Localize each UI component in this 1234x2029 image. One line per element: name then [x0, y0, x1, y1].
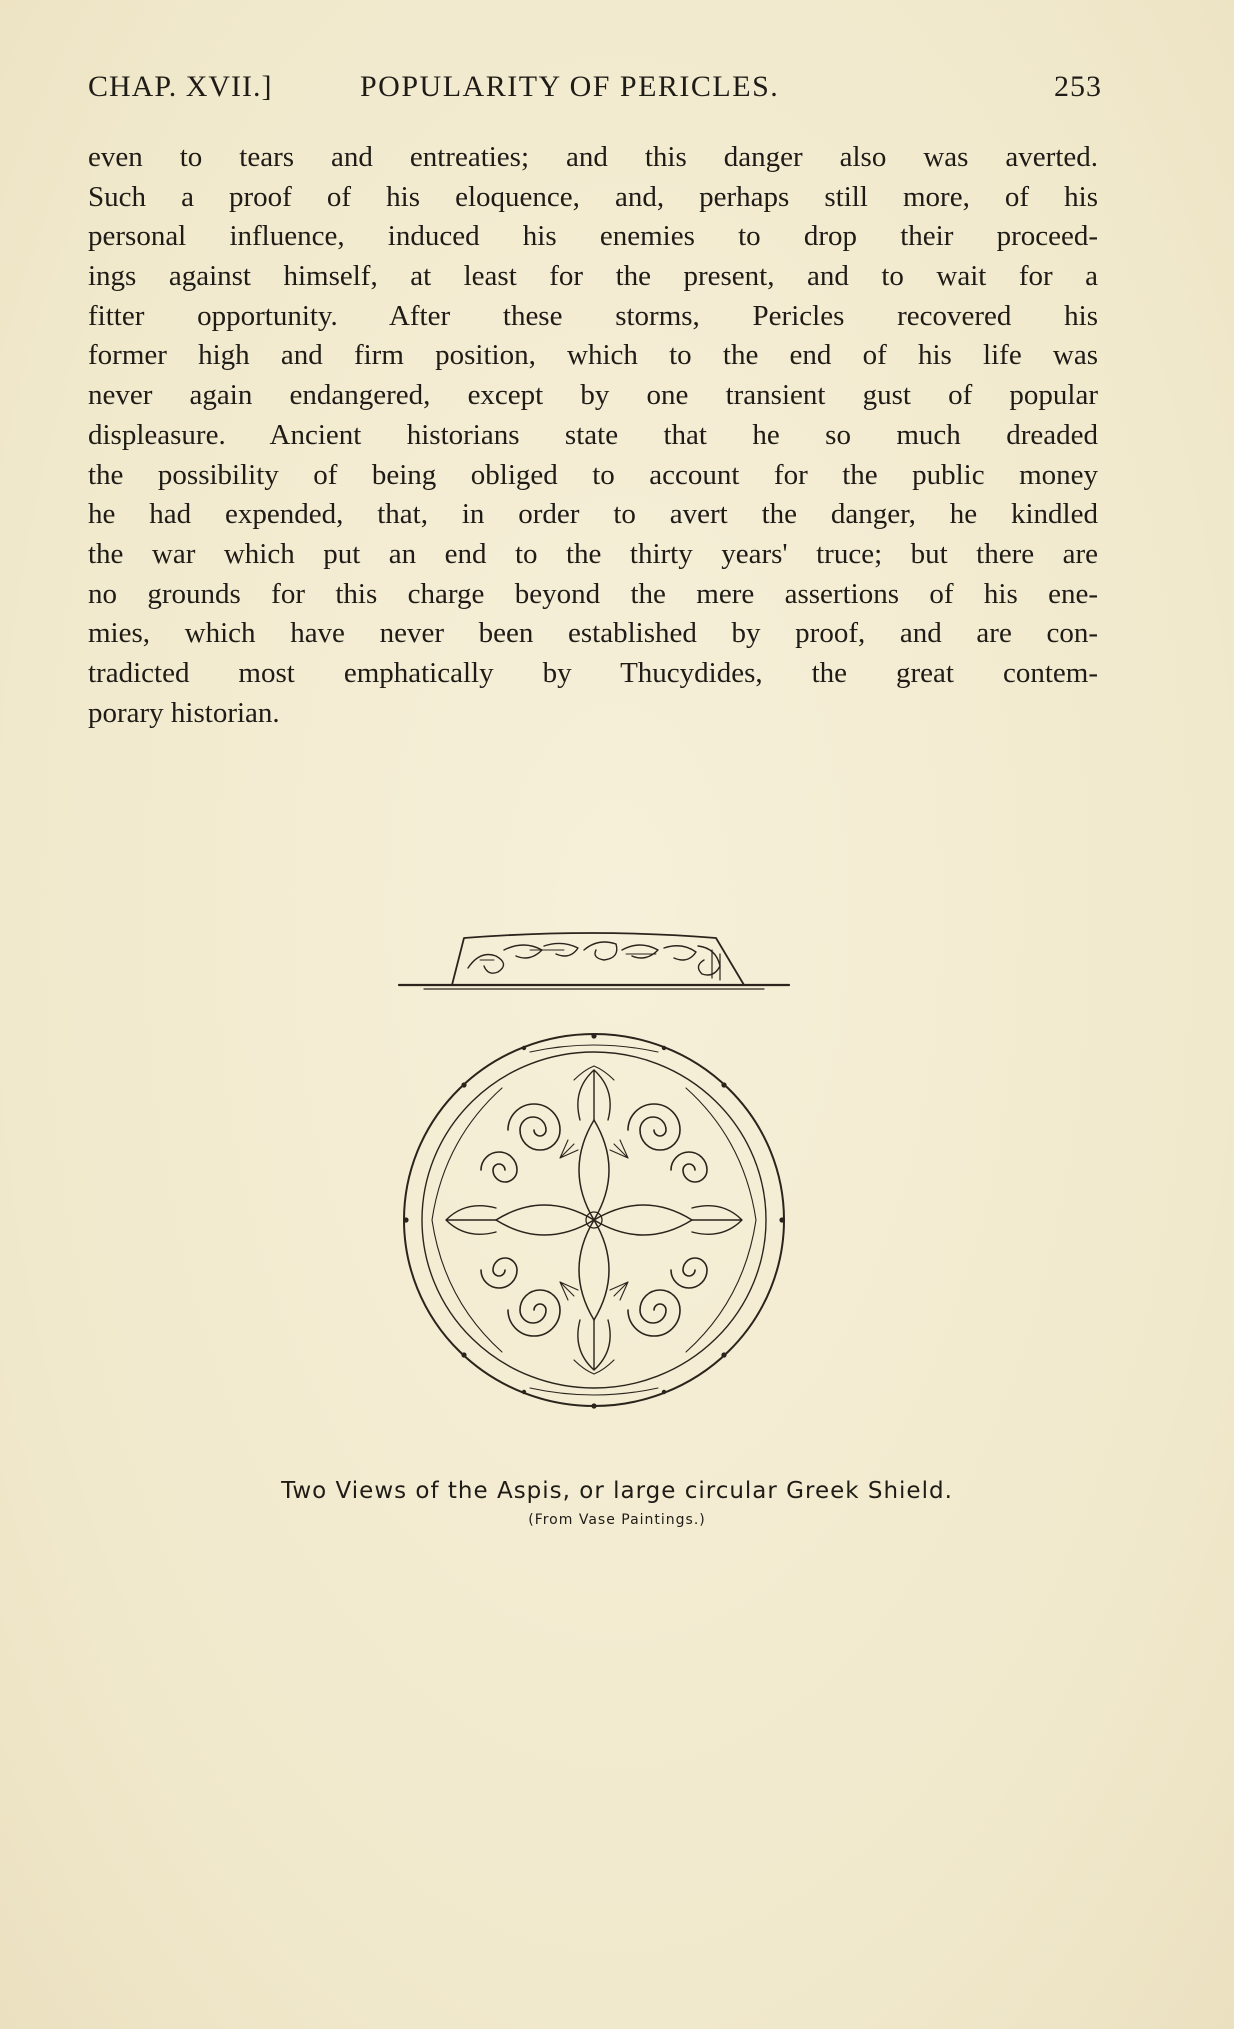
figure-caption: Two Views of the Aspis, or large circular Greek Shield. — [281, 1478, 953, 1504]
text-line: no grounds for this charge beyond the mere assertions of his ene- — [88, 577, 1098, 610]
figure-source-note: (From Vase Paintings.) — [528, 1512, 706, 1528]
chapter-label: CHAP. XVII.] — [88, 70, 273, 103]
shield-illustration — [384, 920, 804, 1410]
text-line: fitter opportunity. After these storms, Pericles recovered his — [88, 299, 1098, 332]
text-line: never again endangered, except by one transient gust of popular — [88, 379, 1098, 412]
text-line: former high and firm position, which to the end of his life was — [88, 339, 1098, 372]
text-line: tradicted most emphatically by Thucydides, the great contem- — [88, 656, 1098, 689]
text-line: ings against himself, at least for the present, and to wait for a — [88, 260, 1098, 293]
text-line: Such a proof of his eloquence, and, perhaps still more, of his — [88, 180, 1098, 213]
text-line: personal influence, induced his enemies to drop their proceed- — [88, 220, 1098, 253]
text-line: mies, which have never been established by proof, and are con- — [88, 617, 1098, 650]
shield-front-view — [403, 1033, 784, 1408]
text-line: the possibility of being obliged to account for the public money — [88, 458, 1098, 491]
shield-profile-view — [399, 933, 789, 989]
page-number: 253 — [1054, 70, 1102, 103]
body-paragraph — [88, 138, 1098, 733]
page-title: POPULARITY OF PERICLES. — [360, 70, 780, 103]
text-line: displeasure. Ancient historians state that he so much dreaded — [88, 418, 1098, 451]
text-line: the war which put an end to the thirty years' truce; but there are — [88, 537, 1098, 570]
text-line: he had expended, that, in order to avert the danger, he kindled — [88, 498, 1098, 531]
text-line: even to tears and entreaties; and this danger also was averted. — [88, 141, 1098, 173]
text-line: porary historian. — [88, 696, 280, 729]
running-head — [88, 70, 1102, 110]
